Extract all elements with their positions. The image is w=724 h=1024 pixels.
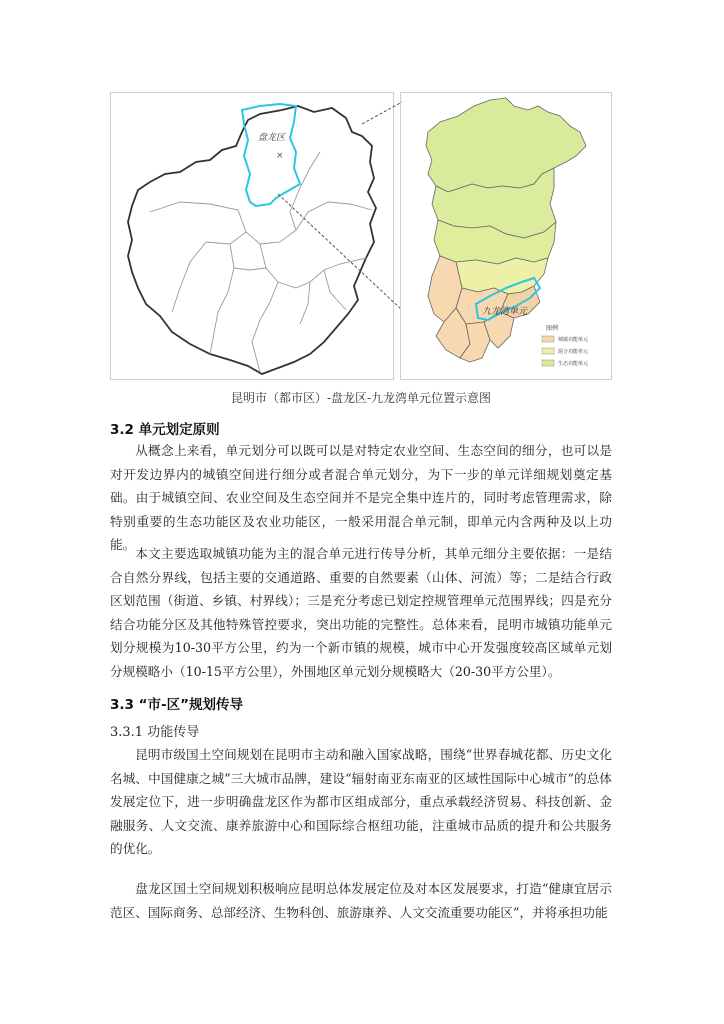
paragraph-3-3-2: 盘龙区国土空间规划积极响应昆明总体发展定位及对本区发展要求，打造“健康宜居示范区、国际商务、总部经济、生物科创、旅游康养、人文交流重要功能区”，并将承担功能: [110, 881, 612, 920]
kunming-outline: [128, 106, 376, 374]
location-map-graphic: [110, 92, 612, 380]
legend-swatch-town: [542, 336, 554, 342]
location-figure: [110, 92, 612, 380]
figure-caption: 昆明市（都市区）-盘龙区-九龙湾单元位置示意图: [230, 391, 492, 405]
legend-swatch-mixed: [542, 348, 554, 354]
map-legend: [542, 324, 588, 367]
legend-label-eco: 生态功能单元: [558, 361, 589, 367]
jiulongwan-label: 九龙湾单元: [482, 307, 528, 317]
panlong-label: 盘龙区: [258, 133, 286, 143]
legend-swatch-eco: [542, 360, 554, 366]
section-heading-3-3: 3.3 “市-区”规划传导: [110, 697, 243, 713]
cross-marker-icon: ×: [276, 151, 284, 161]
left-map-frame: [111, 93, 394, 380]
paragraph-3-2-2: 本文主要选取城镇功能为主的混合单元进行传导分析，其单元细分主要依据：一是结合自然分界线，包括主要的交通道路、重要的自然要素（山体、河流）等；二是结合行政区划范围（街道、乡镇、村界线）；三是充分考虑已划定控规管理单元范围界线；四是充分结合功能分区及其他特殊管控要求，突出功能的完整性。总体来看，昆明市城镇功能单元划分规模为10-30平方公里，约为一个新市镇的规模，城市中心开发强度较高区域单元划分规模略小（10-15平方公里），外围地区单元划分规模略大（20-30平方公里）。: [110, 546, 612, 679]
section-heading-3-2: 3.2 单元划定原则: [110, 422, 220, 438]
legend-label-town: 城镇功能单元: [558, 337, 589, 343]
leader-line-bottom: [278, 194, 402, 310]
legend-label-mixed: 混合功能单元: [558, 349, 589, 355]
leader-line-top: [362, 102, 402, 124]
paragraph-3-3-1: 昆明市级国土空间规划在昆明市主动和融入国家战略，围绕“世界春城花都、历史文化名城、中国健康之城”三大城市品牌，建设“辐射南亚东南亚的区域性国际中心城市”的总体发展定位下，进一步明确盘龙区作为都市区组成部分，重点承载经济贸易、科技创新、金融服务、人文交流、康养旅游中心和国际综合枢纽功能，注重城市品质的提升和公共服务的优化。: [110, 747, 612, 857]
legend-title: 图例: [546, 325, 559, 332]
paragraph-3-2-1: 从概念上来看，单元划分可以既可以是对特定农业空间、生态空间的细分，也可以是对开发边界内的城镇空间进行细分或者混合单元划分，为下一步的单元详细规划奠定基础。由于城镇空间、农业空间及生态空间并不是完全集中连片的，同时考虑管理需求，除特别重要的生态功能区及农业功能区，一般采用混合单元制，即单元内含两种及以上功能。: [110, 443, 612, 553]
subsection-heading-3-3-1: 3.3.1 功能传导: [110, 725, 200, 740]
